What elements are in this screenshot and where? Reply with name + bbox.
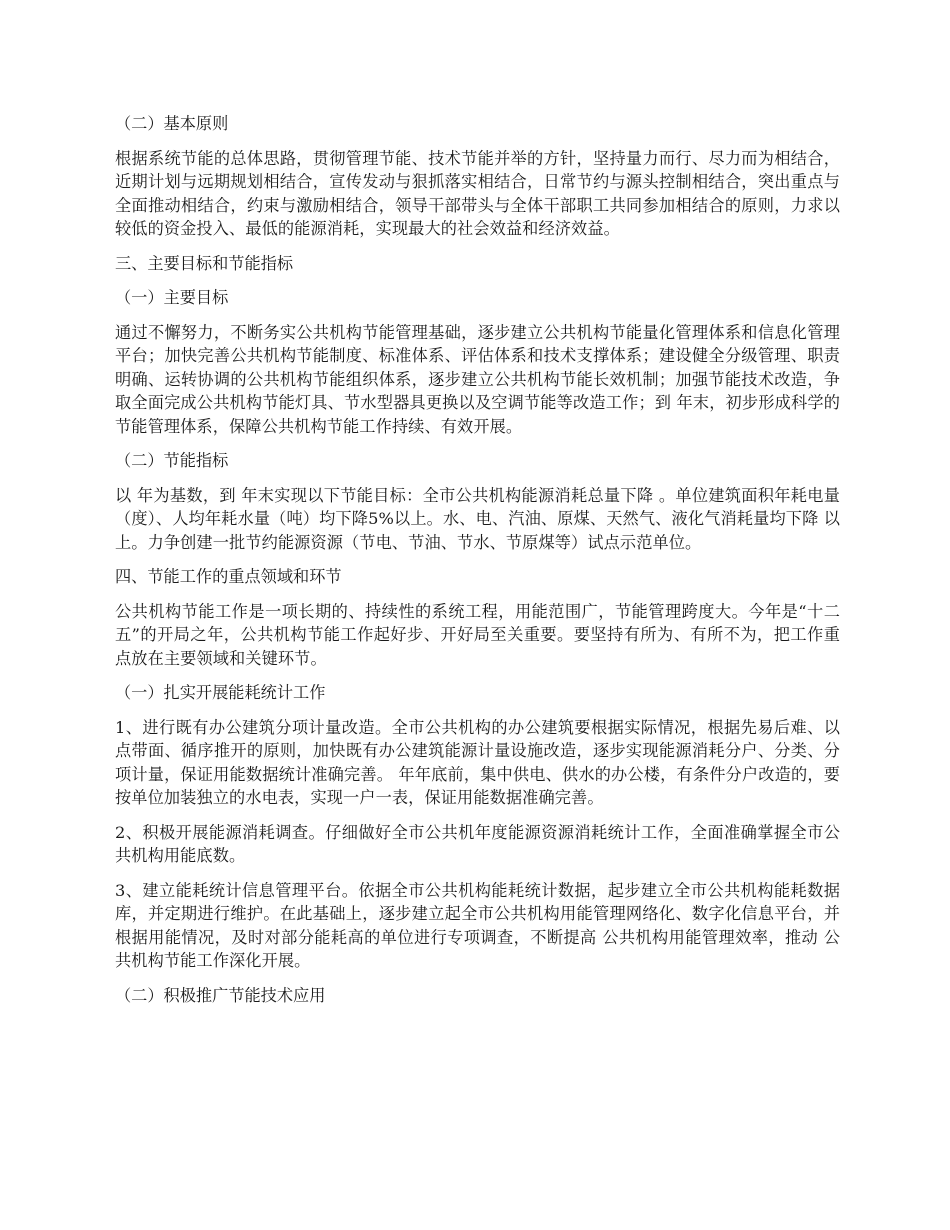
section-heading-energy-indicators: （二）节能指标 <box>115 451 229 470</box>
section-heading-goals-and-indicators: 三、主要目标和节能指标 <box>115 253 294 273</box>
paragraph-item-2: 2、积极开展能源消耗调查。仔细做好全市公共机年度能源资源消耗统计工作，全面准确掌握全市公共机构用能底数。 <box>115 822 840 865</box>
section-heading-basic-principles: （二）基本原则 <box>115 114 229 133</box>
paragraph-energy-indicators: 以 年为基数，到 年末实现以下节能目标：全市公共机构能源消耗总量下降 。单位建筑面积年耗电量（度）、人均年耗水量（吨）均下降5%以上。水、电、汽油、原煤、天然气、液化气消耗量均下降 以上。力争创建一批节约能源资源（节电、节油、节水、节原煤等）试点示范单位。 <box>115 485 840 552</box>
section-heading-main-goals: （一）主要目标 <box>115 288 229 307</box>
paragraph-item-3: 3、建立能耗统计信息管理平台。依据全市公共机构能耗统计数据，起步建立全市公共机构能耗数据库，并定期进行维护。在此基础上，逐步建立起全市公共机构用能管理网络化、数字化信息平台，并根据用能情况，及时对部分能耗高的单位进行专项调查，不断提高 公共机构用能管理效率，推动 公共机构节能工作深化开展。 <box>115 880 840 970</box>
document-page <box>115 112 840 1018</box>
section-heading-energy-statistics: （一）扎实开展能耗统计工作 <box>115 683 326 702</box>
section-heading-promote-technology: （二）积极推广节能技术应用 <box>115 985 326 1005</box>
paragraph-main-goals: 通过不懈努力，不断务实公共机构节能管理基础，逐步建立公共机构节能量化管理体系和信息化管理平台；加快完善公共机构节能制度、标准体系、评估体系和技术支撑体系；建设健全分级管理、职责明确、运转协调的公共机构节能组织体系，逐步建立公共机构节能长效机制；加强节能技术改造，争取全面完成公共机构节能灯具、节水型器具更换以及空调节能等改造工作；到 年末，初步形成科学的节能管理体系，保障公共机构节能工作持续、有效开展。 <box>115 322 840 436</box>
paragraph-key-areas: 公共机构节能工作是一项长期的、持续性的系统工程，用能范围广，节能管理跨度大。今年是“十二五”的开局之年，公共机构节能工作起好步、开好局至关重要。要坚持有所为、有所不为，把工作重点放在主要领域和关键环节。 <box>115 601 840 668</box>
section-heading-key-areas: 四、节能工作的重点领域和环节 <box>115 567 342 586</box>
paragraph-item-1: 1、进行既有办公建筑分项计量改造。全市公共机构的办公建筑要根据实际情况，根据先易后难、以点带面、循序推开的原则，加快既有办公建筑能源计量设施改造，逐步实现能源消耗分户、分类、分项计量，保证用能数据统计准确完善。 年年底前，集中供电、供水的办公楼，有条件分户改造的，要按单位加装独立的水电表，实现一户一表，保证用能数据准确完善。 <box>115 717 840 807</box>
paragraph-basic-principles: 根据系统节能的总体思路，贯彻管理节能、技术节能并举的方针，坚持量力而行、尽力而为相结合，近期计划与远期规划相结合，宣传发动与狠抓落实相结合，日常节约与源头控制相结合，突出重点与全面推动相结合，约束与激励相结合，领导干部带头与全体干部职工共同参加相结合的原则，力求以较低的资金投入、最低的能源消耗，实现最大的社会效益和经济效益。 <box>115 148 840 238</box>
